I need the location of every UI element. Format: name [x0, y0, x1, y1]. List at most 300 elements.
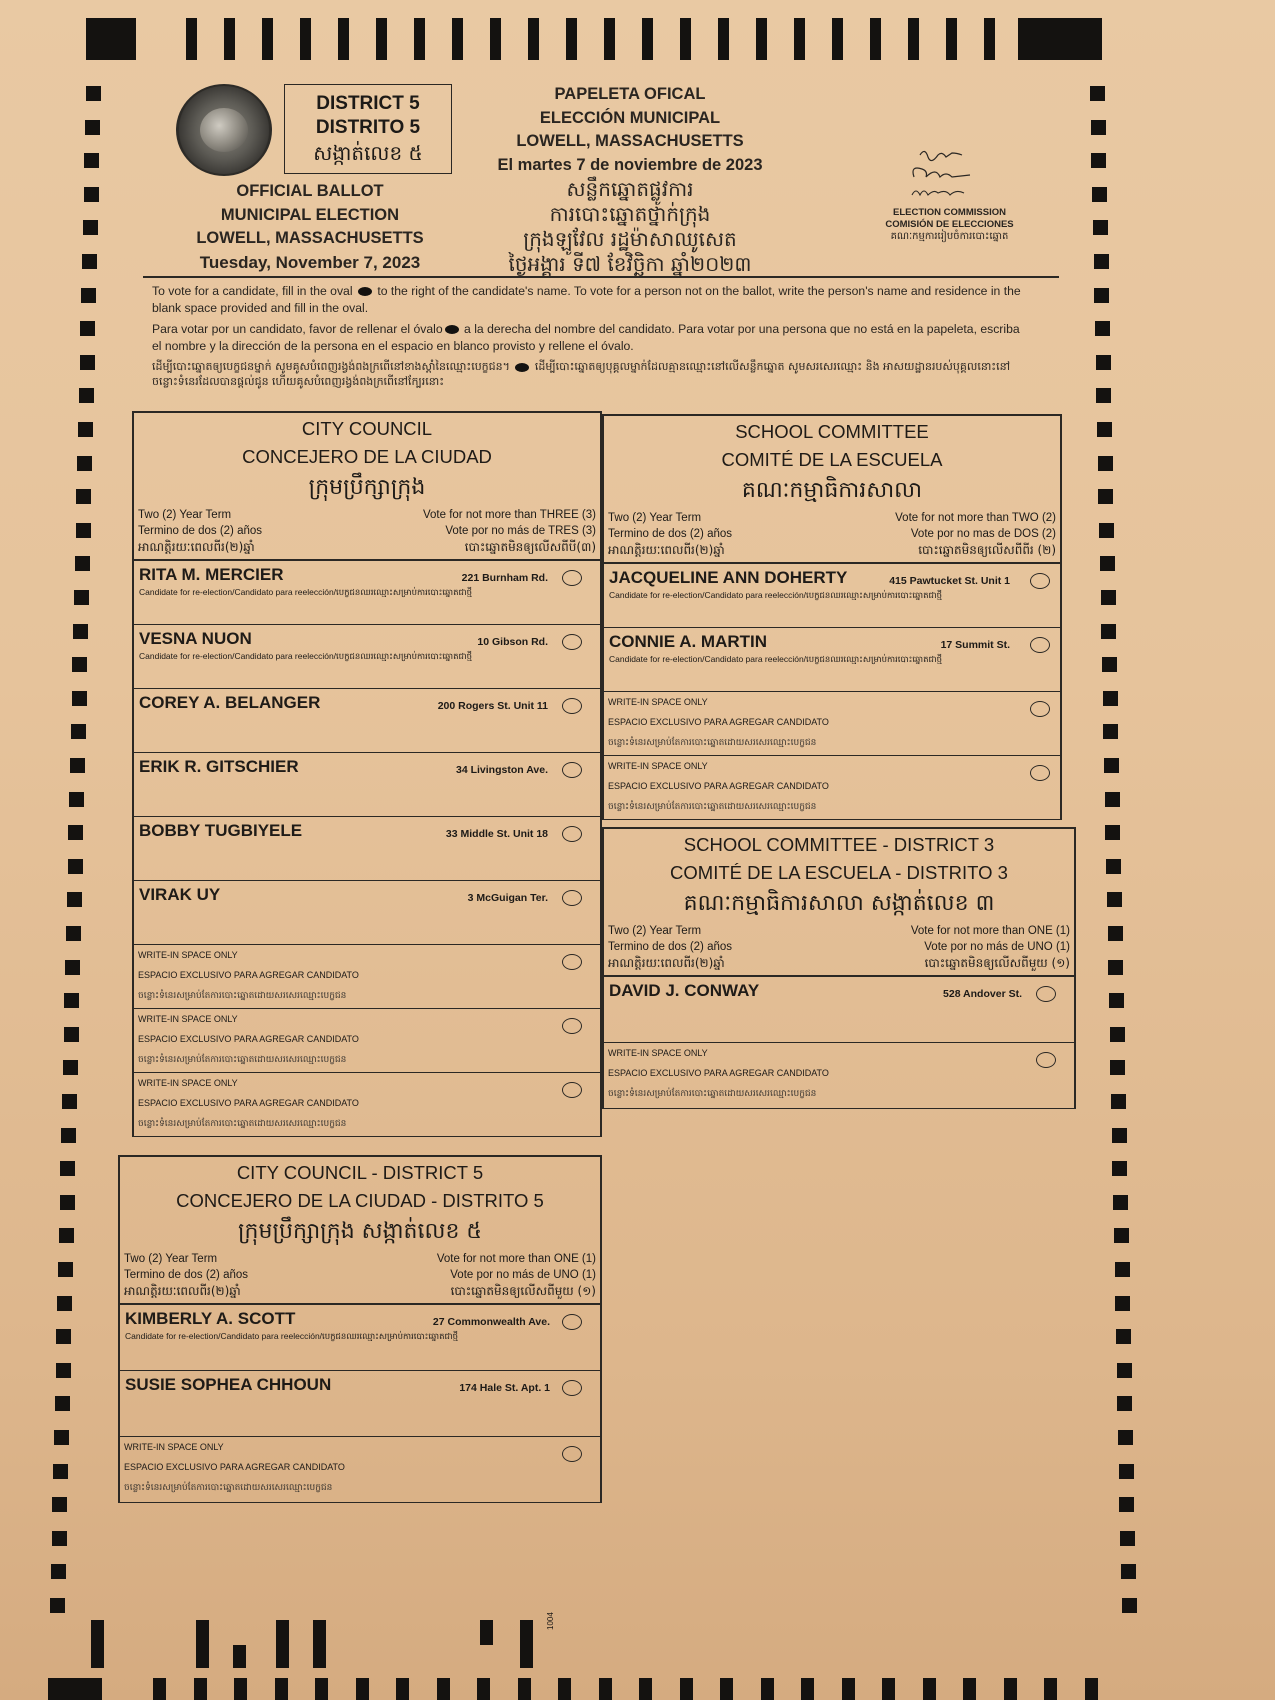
timing-mark: [1116, 1329, 1131, 1344]
term-kh: អាណត្តិរយៈពេលពីរ(២)ឆ្នាំ: [608, 543, 725, 557]
contest-title-es: CONCEJERO DE LA CIUDAD - DISTRITO 5: [176, 1190, 544, 1211]
timing-mark: [1120, 1531, 1135, 1546]
timing-mark: [61, 1128, 76, 1143]
timing-mark: [80, 321, 95, 336]
timing-mark: [63, 1060, 78, 1075]
timing-mark: [1102, 657, 1117, 672]
term-kh: អាណត្តិរយៈពេលពីរ(២)ឆ្នាំ: [138, 540, 255, 554]
timing-mark: [300, 18, 311, 60]
term-en: Two (2) Year Term: [608, 925, 702, 937]
write-in-vote-oval[interactable]: [1030, 701, 1050, 717]
city-seal-icon: [176, 84, 272, 176]
candidate-row: [134, 689, 600, 753]
write-in-label-kh: ចន្លោះទំនេរសម្រាប់តែការបោះឆ្នោតដោយសរសេរឈ្មោះបេក្ខជន: [138, 1055, 347, 1065]
contest-city-council-district-5: [118, 1155, 602, 1503]
timing-mark: [761, 1678, 774, 1700]
write-in-vote-oval[interactable]: [1030, 765, 1050, 781]
timing-mark: [153, 1678, 166, 1700]
timing-mark: [1121, 1564, 1136, 1579]
candidate-address: 27 Commonwealth Ave.: [432, 1316, 550, 1328]
timing-mark: [870, 18, 881, 60]
write-in-label-es: ESPACIO EXCLUSIVO PARA AGREGAR CANDIDATO: [124, 1462, 345, 1472]
timing-mark: [1097, 422, 1112, 437]
candidate-address: 221 Burnham Rd.: [461, 572, 548, 584]
timing-mark: [1098, 456, 1113, 471]
timing-mark: [1105, 792, 1120, 807]
timing-mark: [452, 18, 463, 60]
reelection-note: Candidate for re-election/Candidato para reelección/បេក្ខជនឈរឈ្មោះសម្រាប់ការបោះឆ្នោតជាថ្មី: [609, 654, 943, 664]
timing-mark: [60, 1195, 75, 1210]
timing-mark: [794, 18, 805, 60]
timing-mark: [1111, 1094, 1126, 1109]
write-in-label-es: ESPACIO EXCLUSIVO PARA AGREGAR CANDIDATO: [138, 1034, 359, 1044]
reelection-note: Candidate for re-election/Candidato para reelección/បេក្ខជនឈរឈ្មោះសម្រាប់ការបោះឆ្នោតជាថ្មី: [139, 587, 473, 597]
vote-oval[interactable]: [1030, 637, 1050, 653]
timing-mark: [566, 18, 577, 60]
timing-mark: [65, 960, 80, 975]
timing-mark: [51, 1564, 66, 1579]
contest-title-es: COMITÉ DE LA ESCUELA: [721, 449, 943, 470]
timing-mark: [82, 254, 97, 269]
election-commission: [862, 207, 1037, 243]
candidate-address: 34 Livingston Ave.: [456, 764, 548, 776]
candidate-name: JACQUELINE ANN DOHERTY: [609, 568, 848, 587]
term-es: Termino de dos (2) años: [608, 528, 733, 540]
vote-limit: [423, 507, 596, 555]
title-kh-line: ការបោះឆ្នោតថ្នាក់ក្រុង: [549, 202, 711, 226]
timing-mark: [1106, 859, 1121, 874]
contest-header: [134, 413, 600, 561]
candidate-name: COREY A. BELANGER: [139, 693, 321, 712]
title-english: [160, 180, 460, 274]
vote-oval[interactable]: [562, 762, 582, 778]
timing-mark: [59, 1228, 74, 1243]
write-in-row[interactable]: [134, 1073, 600, 1137]
timing-mark: [1117, 1363, 1132, 1378]
vote-oval[interactable]: [562, 698, 582, 714]
title-en-line: MUNICIPAL ELECTION: [220, 205, 400, 224]
write-in-label-es: ESPACIO EXCLUSIVO PARA AGREGAR CANDIDATO: [138, 1098, 359, 1108]
timing-mark: [480, 1620, 493, 1645]
write-in-label-kh: ចន្លោះទំនេរសម្រាប់តែការបោះឆ្នោតដោយសរសេរឈ្មោះបេក្ខជន: [608, 738, 817, 748]
vote-oval[interactable]: [562, 570, 582, 586]
timing-mark: [1094, 288, 1109, 303]
reelection-note: Candidate for re-election/Candidato para reelección/បេក្ខជនឈរឈ្មោះសម្រាប់ការបោះឆ្នោតជាថ្មី: [139, 651, 473, 661]
timing-mark: [1101, 590, 1116, 605]
filled-oval-icon: [515, 363, 529, 372]
timing-mark: [77, 456, 92, 471]
candidate-name: RITA M. MERCIER: [139, 565, 284, 584]
vote-limit-kh: បោះឆ្នោតមិនឲ្យលើសពីមួយ (១): [450, 1284, 596, 1298]
timing-mark: [275, 1678, 288, 1700]
timing-mark: [1115, 1262, 1130, 1277]
contest-title-en: SCHOOL COMMITTEE - DISTRICT 3: [683, 834, 995, 855]
timing-mark: [234, 1678, 247, 1700]
timing-mark: [946, 18, 957, 60]
candidate-row: [134, 753, 600, 817]
timing-mark: [1091, 120, 1106, 135]
timing-mark: [984, 18, 995, 60]
commission-es: COMISIÓN DE ELECCIONES: [885, 219, 1014, 230]
timing-mark: [70, 758, 85, 773]
title-es-line: PAPELETA OFICAL: [554, 85, 706, 103]
district-label-en: DISTRICT 5: [316, 93, 420, 114]
candidate-name: VIRAK UY: [139, 885, 221, 904]
contest-title-kh: ក្រុមប្រឹក្សាក្រុង សង្កាត់លេខ ៥: [238, 1219, 482, 1244]
timing-mark: [84, 153, 99, 168]
timing-mark: [78, 422, 93, 437]
timing-mark: [83, 220, 98, 235]
district-box: [284, 84, 452, 174]
candidate-name: DAVID J. CONWAY: [609, 981, 760, 1000]
timing-mark: [520, 1620, 533, 1668]
timing-mark: [718, 18, 729, 60]
term-kh: អាណត្តិរយៈពេលពីរ(២)ឆ្នាំ: [124, 1284, 241, 1298]
timing-mark: [842, 1678, 855, 1700]
timing-mark: [756, 18, 767, 60]
timing-mark: [1044, 1678, 1057, 1700]
reelection-note: Candidate for re-election/Candidato para reelección/បេក្ខជនឈរឈ្មោះសម្រាប់ការបោះឆ្នោតជាថ្មី: [125, 1331, 459, 1341]
timing-mark: [1108, 926, 1123, 941]
timing-mark: [1100, 556, 1115, 571]
timing-mark: [1018, 18, 1102, 60]
timing-mark: [80, 355, 95, 370]
candidate-address: 415 Pawtucket St. Unit 1: [889, 575, 1010, 587]
vote-limit-en: Vote for not more than ONE (1): [910, 925, 1070, 937]
timing-mark: [1117, 1396, 1132, 1411]
timing-mark: [58, 1262, 73, 1277]
timing-mark: [1119, 1497, 1134, 1512]
term-info: [608, 923, 732, 971]
timing-mark: [84, 187, 99, 202]
timing-mark: [923, 1678, 936, 1700]
candidate-row: [134, 561, 600, 625]
vote-oval[interactable]: [562, 1380, 582, 1396]
candidate-address: 3 McGuigan Ter.: [467, 892, 548, 904]
timing-mark: [224, 18, 235, 60]
timing-mark: [1114, 1228, 1129, 1243]
instructions-kh: ដើម្បីបោះឆ្នោតឲ្យបេក្ខជនម្នាក់ សូមគូសបំពេញរង្វង់ពងក្រពើនៅខាងស្តាំនៃឈ្មោះបេក្ខជន។ ដើម្បីបោះឆ្នោតឲ្យបុគ្គលម្នាក់ដែលគ្មានឈ្មោះនៅលើសន្លឹកឆ្នោត សូមសរសេរឈ្មោះ និង អាសយដ្ឋានរបស់បុគ្គលនោះនៅចន្លោះទំនេរដែលបានផ្តល់ជូន ហើយគូសបំពេញរង្វង់ពងក្រពើនៅក្បែរនោះ: [152, 360, 1011, 388]
candidate-address: 33 Middle St. Unit 18: [445, 828, 548, 840]
contest-title-kh: គណៈកម្មាធិការសាលា: [741, 478, 923, 503]
timing-mark: [639, 1678, 652, 1700]
write-in-label-es: ESPACIO EXCLUSIVO PARA AGREGAR CANDIDATO: [608, 717, 829, 727]
term-es: Termino de dos (2) años: [124, 1269, 249, 1281]
contest-meta: [134, 505, 600, 559]
timing-mark: [1105, 825, 1120, 840]
timing-mark: [73, 624, 88, 639]
district-label-kh: សង្កាត់លេខ ៥: [313, 141, 423, 165]
timing-mark: [490, 18, 501, 60]
candidate-row: [120, 1371, 600, 1437]
timing-mark: [1096, 388, 1111, 403]
timing-mark: [1110, 1060, 1125, 1075]
timing-mark: [67, 892, 82, 907]
timing-mark: [64, 1027, 79, 1042]
timing-mark: [801, 1678, 814, 1700]
contest-title-en: SCHOOL COMMITTEE: [735, 421, 929, 442]
contest-title-kh: ក្រុមប្រឹក្សាក្រុង: [308, 475, 426, 500]
timing-mark: [338, 18, 349, 60]
timing-mark: [85, 120, 100, 135]
vote-oval[interactable]: [562, 826, 582, 842]
write-in-label-en: WRITE-IN SPACE ONLY: [608, 761, 708, 771]
write-in-label-en: WRITE-IN SPACE ONLY: [608, 1048, 708, 1058]
contest-title-es: CONCEJERO DE LA CIUDAD: [242, 446, 492, 467]
timing-mark: [53, 1464, 68, 1479]
candidate-address: 10 Gibson Rd.: [477, 636, 548, 648]
write-in-row[interactable]: [134, 1009, 600, 1073]
write-in-row[interactable]: [604, 1043, 1074, 1109]
contest-school-committee: [602, 414, 1062, 820]
timing-mark: [68, 825, 83, 840]
timing-mark: [437, 1678, 450, 1700]
candidate-name: SUSIE SOPHEA CHHOUN: [125, 1375, 332, 1394]
instructions-es: Para votar por un candidato, favor de rellenar el óvalo a la derecha del nombre del candidato. Para votar por una persona que no está en la papeleta, escriba el nombre y la dirección de la persona en el espacio en blanco provisto y rellene el óvalo.: [152, 322, 1020, 353]
timing-mark: [1094, 254, 1109, 269]
write-in-vote-oval[interactable]: [1036, 1052, 1056, 1068]
contest-title-en: CITY COUNCIL: [301, 418, 433, 439]
vote-limit: [911, 923, 1070, 971]
voting-instructions: [152, 283, 1032, 393]
write-in-label-es: ESPACIO EXCLUSIVO PARA AGREGAR CANDIDATO: [138, 970, 359, 980]
candidate-row: [120, 1305, 600, 1371]
timing-mark: [963, 1678, 976, 1700]
timing-mark: [55, 1396, 70, 1411]
candidate-address: 200 Rogers St. Unit 11: [437, 700, 548, 712]
filled-oval-icon: [358, 287, 372, 296]
timing-mark: [1112, 1128, 1127, 1143]
write-in-vote-oval[interactable]: [562, 1018, 582, 1034]
timing-mark: [91, 1620, 104, 1668]
write-in-label-en: WRITE-IN SPACE ONLY: [608, 697, 708, 707]
vote-oval[interactable]: [1036, 986, 1056, 1002]
candidate-name: CONNIE A. MARTIN: [609, 632, 768, 651]
candidate-row: [134, 625, 600, 689]
term-en: Two (2) Year Term: [138, 509, 232, 521]
title-kh-line: សន្លឹកឆ្នោតផ្លូវការ: [566, 177, 694, 201]
timing-mark: [376, 18, 387, 60]
timing-mark: [518, 1678, 531, 1700]
timing-mark: [1108, 960, 1123, 975]
candidate-name: ERIK R. GITSCHIER: [139, 757, 299, 776]
timing-mark: [52, 1497, 67, 1512]
write-in-row[interactable]: [604, 756, 1060, 820]
contest-header: [604, 829, 1074, 977]
timing-mark: [1104, 758, 1119, 773]
timing-mark: [233, 1645, 246, 1668]
write-in-label-en: WRITE-IN SPACE ONLY: [138, 1014, 238, 1024]
header-divider: [143, 276, 1059, 278]
title-en-line: OFFICIAL BALLOT: [236, 182, 384, 200]
write-in-row[interactable]: [134, 945, 600, 1009]
timing-mark: [599, 1678, 612, 1700]
contest-meta: [120, 1249, 600, 1303]
timing-mark: [57, 1296, 72, 1311]
timing-mark: [528, 18, 539, 60]
title-spanish-khmer: [470, 83, 790, 277]
candidate-address: 17 Summit St.: [940, 639, 1010, 651]
timing-mark: [72, 657, 87, 672]
title-es-date: El martes 7 de noviembre de 2023: [497, 155, 763, 174]
timing-mark: [56, 1329, 71, 1344]
term-info: [124, 1251, 248, 1299]
write-in-label-kh: ចន្លោះទំនេរសម្រាប់តែការបោះឆ្នោតដោយសរសេរឈ្មោះបេក្ខជន: [138, 991, 347, 1001]
vote-limit-es: Vote por no más de UNO (1): [924, 941, 1070, 953]
timing-mark: [76, 489, 91, 504]
write-in-row[interactable]: [604, 692, 1060, 756]
timing-mark: [414, 18, 425, 60]
write-in-label-kh: ចន្លោះទំនេរសម្រាប់តែការបោះឆ្នោតដោយសរសេរឈ្មោះបេក្ខជន: [608, 802, 817, 812]
vote-limit-kh: បោះឆ្នោតមិនឲ្យលើសពីបី(៣): [464, 540, 596, 554]
timing-mark: [882, 1678, 895, 1700]
timing-mark: [1113, 1195, 1128, 1210]
timing-mark: [86, 86, 101, 101]
timing-mark: [62, 1094, 77, 1109]
commission-kh: គណៈកម្មការរៀបចំការបោះឆ្នោត: [890, 231, 1009, 242]
timing-mark: [60, 1161, 75, 1176]
timing-mark: [558, 1678, 571, 1700]
vote-limit: [437, 1251, 596, 1299]
timing-mark: [1090, 86, 1105, 101]
timing-mark: [66, 926, 81, 941]
timing-mark: [68, 859, 83, 874]
timing-mark: [1103, 724, 1118, 739]
timing-mark: [86, 18, 136, 60]
timing-mark: [1118, 1430, 1133, 1445]
timing-mark: [396, 1678, 409, 1700]
contest-meta: [604, 508, 1060, 562]
vote-limit-kh: បោះឆ្នោតមិនឲ្យលើសពីមួយ (១): [924, 956, 1070, 970]
candidate-name: KIMBERLY A. SCOTT: [125, 1309, 296, 1328]
candidate-row: [604, 977, 1074, 1043]
term-info: [138, 507, 262, 555]
vote-limit: [895, 510, 1056, 558]
commission-en: ELECTION COMMISSION: [893, 207, 1006, 218]
write-in-row[interactable]: [120, 1437, 600, 1503]
timing-mark: [81, 288, 96, 303]
contest-school-committee-district-3: [602, 827, 1076, 1109]
timing-mark: [48, 1678, 102, 1700]
timing-mark: [832, 18, 843, 60]
timing-mark: [1004, 1678, 1017, 1700]
timing-mark: [75, 556, 90, 571]
term-info: [608, 510, 732, 558]
candidate-row: [604, 564, 1060, 628]
vote-limit-es: Vote por no mas de DOS (2): [910, 528, 1056, 540]
candidate-address: 528 Andover St.: [943, 988, 1022, 1000]
timing-mark: [1099, 523, 1114, 538]
timing-mark: [262, 18, 273, 60]
timing-mark: [56, 1363, 71, 1378]
timing-mark: [1109, 993, 1124, 1008]
timing-mark: [1101, 624, 1116, 639]
timing-mark: [276, 1620, 289, 1668]
vote-oval[interactable]: [1030, 573, 1050, 589]
vote-limit-en: Vote for not more than THREE (3): [422, 509, 596, 521]
timing-mark: [76, 523, 91, 538]
title-es-line: ELECCIÓN MUNICIPAL: [539, 108, 721, 127]
write-in-vote-oval[interactable]: [562, 1446, 582, 1462]
write-in-vote-oval[interactable]: [562, 954, 582, 970]
write-in-label-en: WRITE-IN SPACE ONLY: [124, 1442, 224, 1452]
timing-mark: [1107, 892, 1122, 907]
timing-mark: [1096, 355, 1111, 370]
timing-mark: [74, 590, 89, 605]
write-in-label-es: ESPACIO EXCLUSIVO PARA AGREGAR CANDIDATO: [608, 781, 829, 791]
timing-mark: [1095, 321, 1110, 336]
timing-mark: [680, 1678, 693, 1700]
timing-mark: [642, 18, 653, 60]
title-kh-line: ក្រុងឡូវែល រដ្ឋម៉ាសាឈូសេត: [523, 227, 737, 251]
title-en-date: Tuesday, November 7, 2023: [199, 252, 421, 272]
timing-mark: [54, 1430, 69, 1445]
candidate-name: VESNA NUON: [139, 629, 252, 648]
timing-mark: [50, 1598, 65, 1613]
write-in-vote-oval[interactable]: [562, 1082, 582, 1098]
term-kh: អាណត្តិរយៈពេលពីរ(២)ឆ្នាំ: [608, 956, 725, 970]
timing-mark: [1085, 1678, 1098, 1700]
timing-mark: [79, 388, 94, 403]
timing-mark: [908, 18, 919, 60]
vote-limit-en: Vote for not more than TWO (2): [895, 512, 1056, 524]
timing-mark: [1112, 1161, 1127, 1176]
district-label-es: DISTRITO 5: [315, 117, 421, 138]
term-en: Two (2) Year Term: [608, 512, 702, 524]
contest-city-council: [132, 411, 602, 1137]
reelection-note: Candidate for re-election/Candidato para reelección/បេក្ខជនឈរឈ្មោះសម្រាប់ការបោះឆ្នោតជាថ្មី: [609, 590, 943, 600]
timing-mark: [1110, 1027, 1125, 1042]
timing-mark: [196, 1620, 209, 1668]
vote-limit-es: Vote por no más de UNO (1): [450, 1269, 596, 1281]
contest-meta: [604, 921, 1074, 975]
write-in-label-es: ESPACIO EXCLUSIVO PARA AGREGAR CANDIDATO: [608, 1068, 829, 1078]
contest-title-en: CITY COUNCIL - DISTRICT 5: [236, 1162, 484, 1183]
timing-mark: [1103, 691, 1118, 706]
title-es-line: LOWELL, MASSACHUSETTS: [516, 132, 744, 150]
ballot-code: 1004: [546, 1612, 555, 1630]
timing-mark: [1122, 1598, 1137, 1613]
term-es: Termino de dos (2) años: [138, 525, 263, 537]
timing-mark: [315, 1678, 328, 1700]
write-in-label-en: WRITE-IN SPACE ONLY: [138, 950, 238, 960]
candidate-row: [134, 881, 600, 945]
timing-mark: [72, 691, 87, 706]
timing-mark: [64, 993, 79, 1008]
timing-mark: [1119, 1464, 1134, 1479]
vote-oval[interactable]: [562, 634, 582, 650]
vote-oval[interactable]: [562, 890, 582, 906]
contest-header: [604, 416, 1060, 564]
timing-mark: [71, 724, 86, 739]
contest-title-es: COMITÉ DE LA ESCUELA - DISTRITO 3: [670, 862, 1008, 883]
timing-mark: [1115, 1296, 1130, 1311]
contest-title-kh: គណៈកម្មាធិការសាលា សង្កាត់លេខ ៣: [683, 891, 995, 916]
term-es: Termino de dos (2) años: [608, 941, 733, 953]
candidate-address: 174 Hale St. Apt. 1: [459, 1382, 550, 1394]
term-en: Two (2) Year Term: [124, 1253, 218, 1265]
write-in-label-kh: ចន្លោះទំនេរសម្រាប់តែការបោះឆ្នោតដោយសរសេរឈ្មោះបេក្ខជន: [124, 1483, 333, 1493]
timing-mark: [1092, 187, 1107, 202]
timing-mark: [186, 18, 197, 60]
timing-mark: [194, 1678, 207, 1700]
vote-limit-en: Vote for not more than ONE (1): [436, 1253, 596, 1265]
vote-oval[interactable]: [562, 1314, 582, 1330]
write-in-label-kh: ចន្លោះទំនេរសម្រាប់តែការបោះឆ្នោតដោយសរសេរឈ្មោះបេក្ខជន: [138, 1119, 347, 1129]
contest-header: [120, 1157, 600, 1305]
timing-mark: [477, 1678, 490, 1700]
timing-mark: [1093, 220, 1108, 235]
